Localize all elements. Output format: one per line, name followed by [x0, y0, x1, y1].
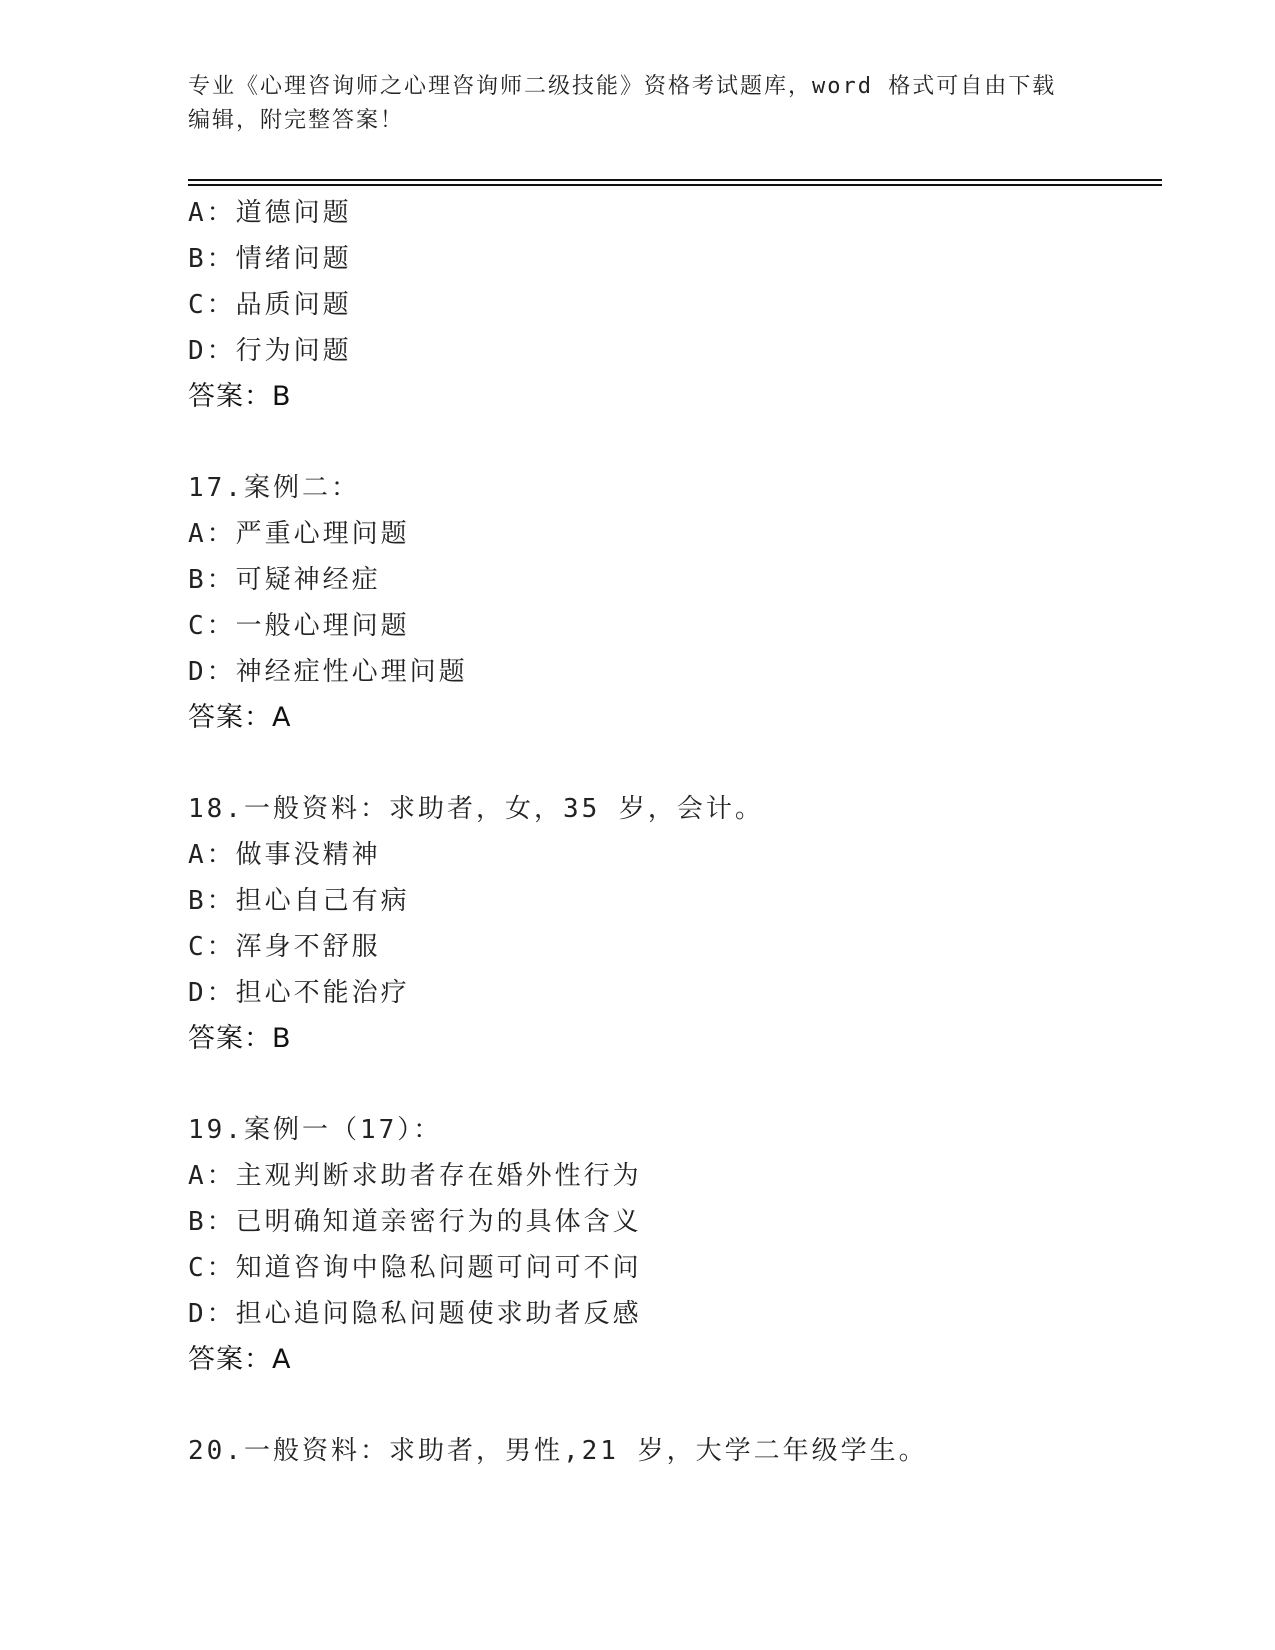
document-header [188, 70, 1088, 138]
answer: 答案：B [188, 1023, 292, 1054]
spacer [188, 741, 1162, 786]
question-16 [188, 190, 1162, 420]
option-a: A：严重心理问题 [188, 519, 410, 549]
question-17 [188, 465, 1162, 741]
option-a: A：道德问题 [188, 198, 352, 228]
answer: 答案：A [188, 702, 292, 733]
answer: 答案：A [188, 1344, 292, 1375]
option-a: A：做事没精神 [188, 840, 381, 870]
header-divider-top [188, 179, 1162, 181]
answer: 答案：B [188, 381, 292, 412]
option-b: B：可疑神经症 [188, 565, 381, 595]
option-b: B：情绪问题 [188, 244, 352, 274]
question-18 [188, 786, 1162, 1062]
spacer [188, 1062, 1162, 1107]
option-d: D：行为问题 [188, 336, 352, 366]
option-d: D：担心不能治疗 [188, 978, 410, 1008]
question-stem: 17.案例二： [188, 473, 360, 503]
question-stem: 18.一般资料：求助者，女，35 岁，会计。 [188, 794, 764, 824]
option-c: C：一般心理问题 [188, 611, 410, 641]
question-stem: 19.案例一（17）： [188, 1115, 443, 1145]
option-c: C：浑身不舒服 [188, 932, 381, 962]
question-20 [188, 1428, 1162, 1474]
header-divider-bottom [188, 184, 1162, 186]
question-stem: 20.一般资料：求助者，男性,21 岁，大学二年级学生。 [188, 1436, 928, 1466]
spacer [188, 420, 1162, 465]
option-d: D：神经症性心理问题 [188, 657, 468, 687]
option-b: B：已明确知道亲密行为的具体含义 [188, 1207, 642, 1237]
header-line-2: 编辑，附完整答案！ [188, 108, 405, 133]
option-c: C：品质问题 [188, 290, 352, 320]
option-a: A：主观判断求助者存在婚外性行为 [188, 1161, 642, 1191]
option-b: B：担心自己有病 [188, 886, 410, 916]
option-c: C：知道咨询中隐私问题可问可不问 [188, 1253, 642, 1283]
option-d: D：担心追问隐私问题使求助者反感 [188, 1299, 642, 1329]
question-list [188, 190, 1162, 1474]
question-19 [188, 1107, 1162, 1383]
spacer [188, 1383, 1162, 1428]
header-line-1: 专业《心理咨询师之心理咨询师二级技能》资格考试题库，word 格式可自由下载 [188, 74, 1057, 99]
